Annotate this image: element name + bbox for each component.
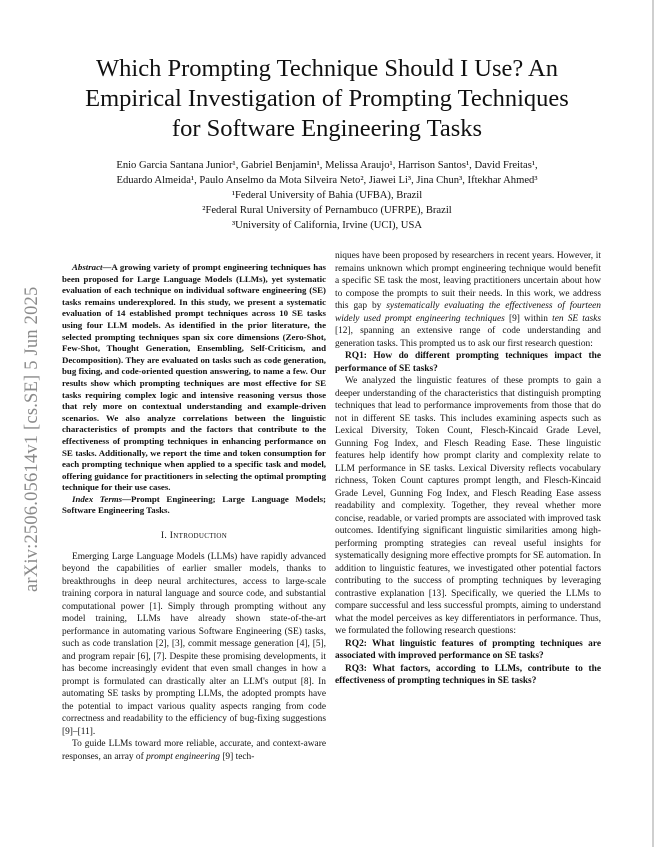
abstract-label: Abstract [72,262,103,272]
right-p1-emphasis-1: systematically evaluating the effectiveness of fourteen widely used prompt engineering techniques [335,301,601,324]
research-question-1: RQ1: How do different prompting techniques impact the performance of SE tasks? [335,351,601,374]
authors-line-2: Eduardo Almeida¹, Paulo Anselmo da Mota Silveira Neto², Jiawei Li³, Jina Chun³, Iftekhar Ahmed³ [116,175,538,186]
index-terms-label: Index Terms [72,493,123,504]
authors-line-1: Enio Garcia Santana Junior¹, Gabriel Benjamin¹, Melissa Araujo¹, Harrison Santos¹, David Freitas¹, [116,160,538,171]
right-p1-emphasis-2: ten SE tasks [552,313,601,324]
section-heading [62,530,326,543]
right-p1-e: [12], spanning an extensive range of code understanding and generation tasks. This prompted us to ask our first research question: [335,326,601,349]
affiliation-2: ²Federal Rural University of Pernambuco (UFRPE), Brazil [202,205,452,216]
title-line-3: for Software Engineering Tasks [171,115,483,142]
abstract [62,262,326,494]
section-title: Introduction [169,530,228,542]
index-terms [62,494,326,517]
right-p1-c: [9] within [504,313,553,324]
right-paragraph-2: We analyzed the linguistic features of these prompts to gain a deeper understanding of the characteristics that distinguish prompting techniques that lead to performance improvements from those that do not in different SE tasks. This includes examining aspects such as Lexical Diversity, Token Count, Flesch-Kincaid Grade Level, Gunning Fog Index, and Flesch Reading Ease. These linguistic features help identify how prompt clarity and complexity relate to LLM performance in SE tasks. Lexical Diversity reflects vocabulary richness, Token Count captures prompt length, and Flesch-Kincaid Grade Level, Gunning Fog Index, and Flesch Reading Ease assess readability and complexity. Together, they reveal whether more concise, readable, or varied prompts are associated with improved task outcomes. Identifying significant linguistic similarities among high-performing prompting strategies can reveal useful insights for systematically designing more effective prompts for SE automation. In addition to linguistic features, we investigated other potential factors contributing to the success of prompting techniques by leveraging contrastive explanation [13]. Specifically, we queried the LLMs to compare successful and less successful prompts, aiming to understand what the model perceives as key differentiators in performance. Thus, we formulated the following research questions: [335,376,601,636]
research-question-3: RQ3: What factors, according to LLMs, contribute to the effectiveness of prompting techniques in SE tasks? [335,663,601,686]
arxiv-identifier[interactable]: arXiv:2506.05614v1 [cs.SE] 5 Jun 2025 [22,286,42,592]
affiliation-1: ¹Federal University of Bahia (UFBA), Brazil [231,190,423,201]
author-block [40,158,614,233]
intro-p2-text-b: [9] tech- [219,751,255,762]
right-column [335,250,601,688]
left-column [62,262,326,763]
intro-p2-emphasis: prompt engineering [146,751,220,762]
right-paragraph-1 [335,250,601,350]
research-question-2: RQ2: What linguistic features of prompting techniques are associated with improved performance on SE tasks? [335,638,601,661]
title-line-2: Empirical Investigation of Prompting Techniques [85,85,569,112]
paper-title [40,54,614,144]
intro-p2-text-a: To guide LLMs toward more reliable, accurate, and context-aware responses, an array of [62,739,326,762]
intro-paragraph-1: Emerging Large Language Models (LLMs) have rapidly advanced beyond the capabilities of earlier smaller models, thanks to breakthroughs in deep neural architectures, access to large-scale training corpora in natural language and source code, and substantial computational power [1]. Simply through prompting without any model training, LLMs have already shown state-of-the-art performance in automating various Software Engineering (SE) tasks, such as code translation [2], [3], commit message generation [4], [5], and program repair [6], [7]. Despite these promising developments, it has become increasingly evident that even small changes in how a prompt is formulated can drastically alter an LLM's output [8]. In automating SE tasks by prompting LLMs, the adopted prompts have the potential to impact various quality aspects ranging from code correctness and readability to the efficiency of bug-fixing suggestions [9]–[11]. [62,551,326,737]
title-line-1: Which Prompting Technique Should I Use? An [96,55,558,82]
abstract-text: —A growing variety of prompt engineering techniques has been proposed for Large Language Models (LLMs), yet systematic evaluation of each technique on individual software engineering (SE) tasks remains underexplored. In this study, we present a systematic evaluation of 14 established prompt techniques across 10 SE tasks using four LLM models. As identified in the prior literature, the selected prompting techniques span six core dimensions (Zero-Shot, Few-Shot, Thought Generation, Ensembling, Self-Criticism, and Decomposition). They are evaluated on tasks such as code generation, bug fixing, and code-oriented question answering, to name a few. Our results show which prompting techniques are most effective for SE tasks requiring complex logic and intensive reasoning versus those that rely more on contextual understanding and example-driven scenarios. We also analyze correlations between the linguistic characteristics of prompts and the factors that contribute to the effectiveness of prompting techniques in enhancing performance on SE tasks. Additionally, we report the time and token consumption for each prompting technique when applied to a specific task and model, offering guidance for practitioners in selecting the optimal prompting technique for their use cases. [62,262,326,493]
affiliation-3: ³University of California, Irvine (UCI), USA [232,220,422,231]
section-number: I. [160,530,168,542]
right-p1-a: niques have been proposed by researchers in recent years. However, it remains unknown which prompt engineering technique would benefit a specific SE task the most, leaving practitioners uncertain about how to compose the prompts to suit their needs. In this work, we address this gap by [335,251,601,311]
intro-paragraph-2 [62,738,326,763]
index-terms-text: —Prompt Engineering; Large Language Models; Software Engineering Tasks. [62,493,326,516]
